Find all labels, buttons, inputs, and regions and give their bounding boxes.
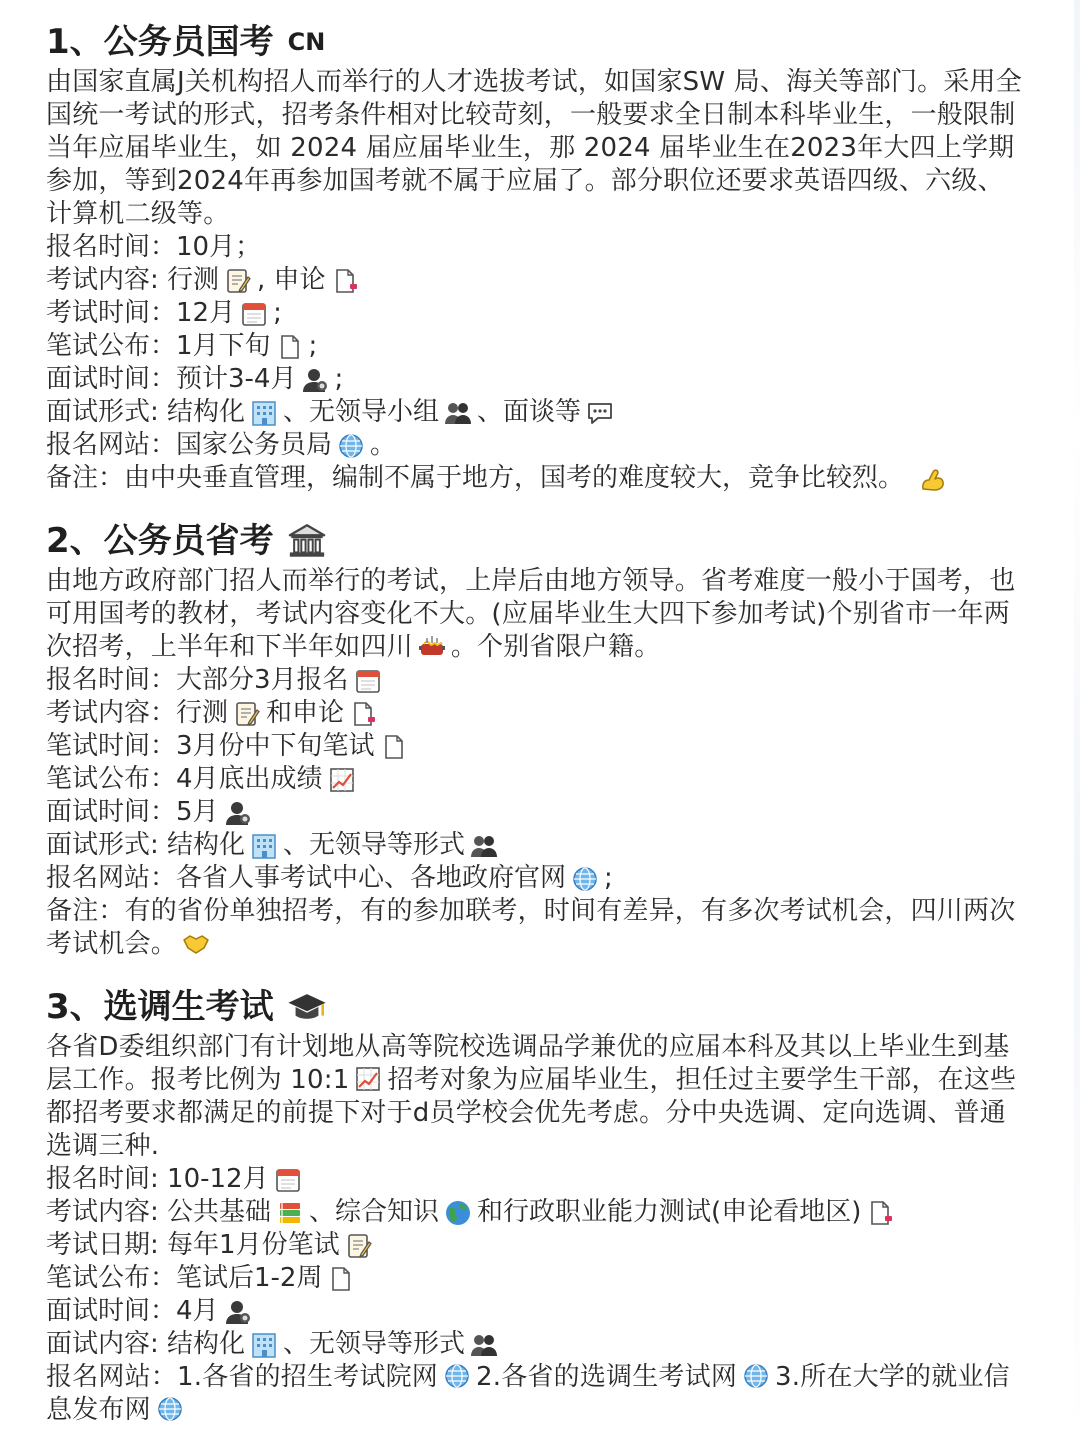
globe-icon xyxy=(442,1361,472,1391)
right-edge-shadow xyxy=(1074,0,1080,1440)
books-icon xyxy=(275,1198,305,1228)
calendar-icon xyxy=(273,1165,303,1195)
section-title xyxy=(46,18,1026,66)
globe-icon xyxy=(155,1394,185,1424)
info-line-exam-date: 考试日期: 每年1月份笔试 xyxy=(46,1229,1026,1262)
section-provincial-exam xyxy=(46,517,1026,961)
info-line-content: 考试内容：行测 和申论 xyxy=(46,697,1026,730)
people-silhouette-icon xyxy=(469,1330,499,1360)
document-icon xyxy=(326,1264,356,1294)
memo-icon xyxy=(344,1231,374,1261)
info-line-content: 考试内容: 公共基础 、综合知识 和行政职业能力测试(申论看地区) xyxy=(46,1196,1026,1229)
office-building-icon xyxy=(249,398,279,428)
flexed-biceps-icon xyxy=(918,464,948,494)
globe-icon xyxy=(336,431,366,461)
document-page xyxy=(46,18,1026,1449)
info-line-interview-form: 面试形式: 结构化 、无领导等形式 xyxy=(46,829,1026,862)
section-national-exam xyxy=(46,18,1026,495)
page-icon xyxy=(348,699,378,729)
document-icon xyxy=(275,332,305,362)
info-line-website: 报名网站：各省人事考试中心、各地政府官网 ; xyxy=(46,863,613,893)
people-silhouette-icon xyxy=(443,398,473,428)
memo-icon xyxy=(223,266,253,296)
person-silhouette-icon xyxy=(223,798,253,828)
calendar-icon xyxy=(353,666,383,696)
info-line-results: 笔试公布：笔试后1-2周 xyxy=(46,1262,1026,1295)
speech-bubble-icon xyxy=(585,398,615,428)
section-title-text: 2、公务员省考 xyxy=(46,521,274,561)
section-description: 由国家直属J关机构招人而举行的人才选拔考试，如国家SW 局、海关等部门。采用全国统一考试的形式，招考条件相对比较苛刻，一般要求全日制本科毕业生，一般限制当年应届毕业生，如 2024 届应届毕业生，那 2024 届毕业生在2023年大四上学期参加，等到2024年再参加国考就不属于应届了。部分职位还要求英语四级、六级、计算机二级等。 xyxy=(46,67,1022,229)
section-description: 各省D委组织部门有计划地从高等院校选调品学兼优的应届本科及其以上毕业生到基层工作。报考比例为 10:1 招考对象为应届毕业生，担任过主要学生干部，在这些都招考要求都满足的前提下对于d员学校会优先考虑。分中央选调、定向选调、普通选调三种. xyxy=(46,1032,1017,1161)
handshake-icon xyxy=(181,928,211,958)
info-line-interview-form: 面试形式: 结构化 、无领导小组 、面谈等 xyxy=(46,396,1026,429)
info-line-signup: 报名时间: 10-12月 xyxy=(46,1163,1026,1196)
chart-increasing-icon xyxy=(327,765,357,795)
person-silhouette-icon xyxy=(300,365,330,395)
section-description: 由地方政府部门招人而举行的考试，上岸后由地方领导。省考难度一般小于国考，也可用国考的教材，考试内容变化不大。(应届毕业生大四下参加考试)个别省市一年两次招考，上半年和下半年如四川 。个别省限户籍。 xyxy=(46,566,1016,662)
office-building-icon xyxy=(249,831,279,861)
section-website: 报名网站：1.各省的招生考试院网 2.各省的选调生考试网 3.所在大学的就业信息发布网 xyxy=(46,1362,1010,1425)
info-line-signup: 报名时间：大部分3月报名 xyxy=(46,664,1026,697)
info-line-signup: 报名时间：10月； xyxy=(46,232,262,262)
page-icon xyxy=(330,266,360,296)
info-line-website: 报名网站：国家公务员局 。 xyxy=(46,430,397,460)
info-line-interview-time: 面试时间：预计3-4月 ; xyxy=(46,364,344,394)
info-line-results: 笔试公布：4月底出成绩 xyxy=(46,763,1026,796)
memo-icon xyxy=(232,699,262,729)
info-line-interview-time: 面试时间：5月 xyxy=(46,796,1026,829)
cn-flag-text: CN xyxy=(287,28,326,56)
info-line-interview-form: 面试内容: 结构化 、无领导等形式 xyxy=(46,1328,1026,1361)
section-title-text: 1、公务员国考 xyxy=(46,22,274,62)
globe-icon xyxy=(741,1361,771,1391)
graduation-cap-icon xyxy=(286,986,328,1028)
person-silhouette-icon xyxy=(223,1297,253,1327)
globe-icon xyxy=(570,864,600,894)
hotpot-icon xyxy=(417,631,447,661)
info-line-exam-time: 考试时间：12月 ; xyxy=(46,298,282,328)
office-building-icon xyxy=(249,1330,279,1360)
classical-building-icon xyxy=(286,520,328,562)
page-icon xyxy=(865,1198,895,1228)
section-title xyxy=(46,983,1026,1031)
info-line-notes: 备注：由中央垂直管理，编制不属于地方，国考的难度较大，竞争比较烈。 xyxy=(46,462,1026,495)
info-line-content: 考试内容: 行测 , 申论 xyxy=(46,264,1026,297)
document-icon xyxy=(379,732,409,762)
section-notes: 备注：有的省份单独招考，有的参加联考，时间有差异，有多次考试机会，四川两次考试机会。 xyxy=(46,896,1016,959)
info-line-results: 笔试公布：1月下旬 ; xyxy=(46,331,318,361)
chart-increasing-icon xyxy=(353,1064,383,1094)
people-silhouette-icon xyxy=(469,831,499,861)
section-title xyxy=(46,517,1026,565)
info-line-interview-time: 面试时间：4月 xyxy=(46,1295,1026,1328)
calendar-icon xyxy=(239,299,269,329)
info-line-written-time: 笔试时间：3月份中下旬笔试 xyxy=(46,730,1026,763)
earth-globe-icon xyxy=(443,1198,473,1228)
section-selected-graduates-exam xyxy=(46,983,1026,1427)
section-title-text: 3、选调生考试 xyxy=(46,987,274,1027)
